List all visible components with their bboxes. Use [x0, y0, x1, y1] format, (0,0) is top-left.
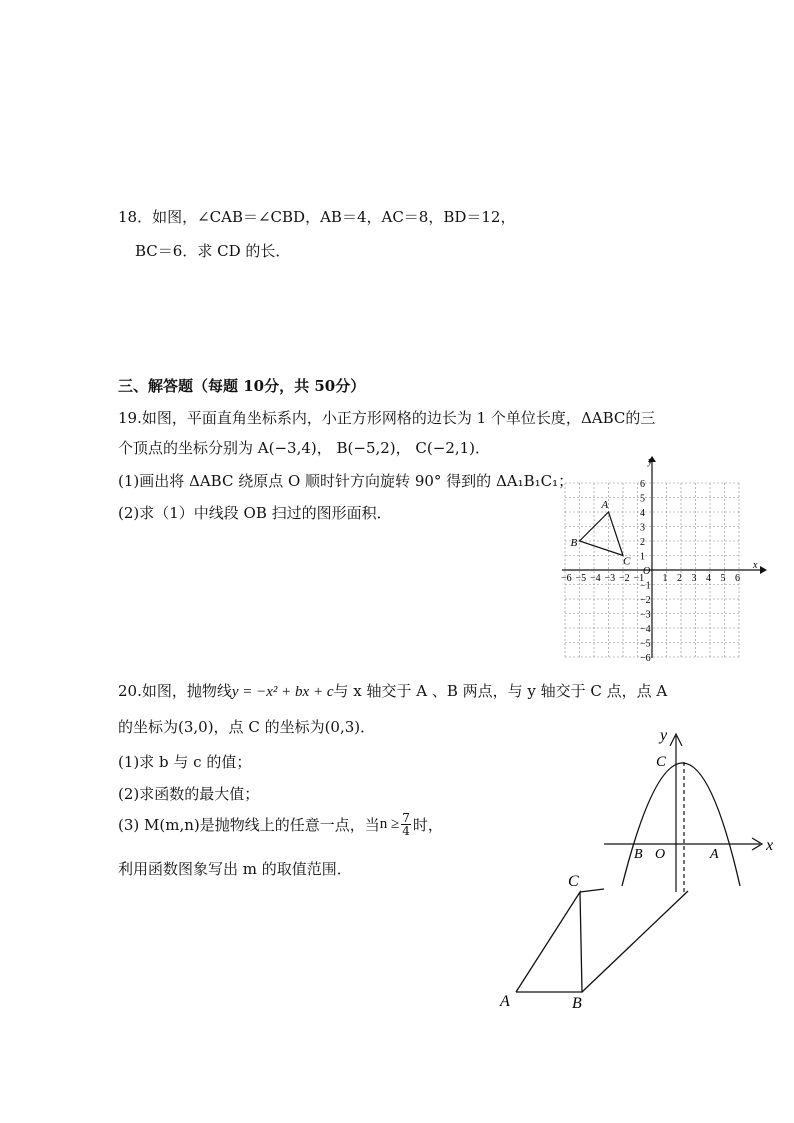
- x-tick-label: −1: [633, 573, 645, 584]
- q20-equation: y = −x² + bx + c: [231, 684, 334, 700]
- y-tick-label: −1: [640, 580, 651, 592]
- x-tick-label: −5: [575, 573, 587, 584]
- q19-line4: (2)求（1）中线段 OB 扫过的图形面积．: [118, 504, 392, 522]
- q20-line1-a: 20.如图，抛物线: [118, 682, 232, 700]
- y-axis-label: y: [648, 456, 653, 467]
- section-heading: 三、解答题（每题 10分，共 50分）: [118, 377, 366, 395]
- y-tick-label: −2: [640, 595, 651, 606]
- y-tick-label: 4: [640, 508, 645, 519]
- q20-line3: (1)求 b 与 c 的值；: [118, 753, 252, 771]
- x-tick-label: 2: [677, 573, 682, 584]
- y-tick-label: 6: [640, 479, 645, 490]
- vertex-label-c: C: [623, 555, 631, 568]
- q18-line1: 18．如图，∠CAB＝∠CBD，AB＝4，AC＝8，BD＝12，: [118, 208, 516, 226]
- point-a-label: A: [710, 847, 719, 862]
- q20-line1: [118, 680, 667, 701]
- triangle-abc: [571, 499, 632, 568]
- q20-line5-a: (3) M(m,n)是抛物线上的任意一点，当: [118, 816, 380, 834]
- y-tick-label: −3: [640, 609, 651, 621]
- q20-inequality: n ≥: [379, 816, 400, 832]
- q20-line5: [118, 812, 443, 837]
- x-tick-label: 4: [706, 573, 711, 584]
- origin-label: O: [655, 847, 666, 862]
- q18-line2: BC＝6．求 CD 的长．: [135, 242, 291, 260]
- point-c-label: C: [568, 873, 579, 890]
- vertex-label-b: B: [570, 537, 578, 549]
- x-tick-label: −4: [590, 573, 601, 584]
- x-axis-label: x: [753, 560, 758, 571]
- y-tick-label: −4: [640, 624, 651, 635]
- x-tick-label: 5: [720, 573, 726, 584]
- q19-line1: 19.如图，平面直角坐标系内，小正方形网格的边长为 1 个单位长度，ΔABC的三: [118, 409, 656, 427]
- point-a-label: A: [500, 993, 510, 1010]
- axes: [562, 456, 767, 658]
- q20-line2: 的坐标为(3,0)，点 C 的坐标为(0,3)．: [118, 718, 376, 736]
- x-tick-label: 1: [662, 573, 668, 584]
- fraction-denominator: 4: [402, 824, 410, 838]
- q20-line1-b: 与 x 轴交于 A 、B 两点，与 y 轴交于 C 点，点 A: [333, 682, 668, 700]
- q20-line5-b: 时，: [412, 816, 443, 834]
- point-b-label: B: [634, 847, 643, 862]
- y-tick-label: 3: [640, 522, 645, 534]
- y-tick-label: 5: [640, 493, 645, 505]
- x-tick-label: −6: [561, 573, 572, 584]
- q20-line6: 利用函数图象写出 m 的取值范围．: [118, 860, 352, 878]
- point-c-label: C: [656, 754, 667, 770]
- vertex-label-a: A: [601, 499, 609, 511]
- y-axis-label: y: [660, 727, 668, 744]
- point-b-label: B: [572, 995, 582, 1012]
- x-axis-label: x: [766, 837, 774, 854]
- q20-fraction: [401, 812, 411, 837]
- q18-triangle-figure: [498, 868, 694, 1012]
- x-tick-label: −2: [619, 573, 630, 584]
- y-tick-label: −5: [640, 638, 651, 650]
- y-tick-label: 2: [640, 537, 645, 548]
- x-tick-label: 3: [691, 573, 697, 584]
- y-tick-label: 1: [640, 551, 645, 563]
- q19-line3: (1)画出将 ΔABC 绕原点 O 顺时针方向旋转 90° 得到的 ΔA₁B₁C₁；: [118, 472, 574, 490]
- origin-label: O: [643, 566, 651, 577]
- q19-line2: 个顶点的坐标分别为 A(−3,4)， B(−5,2)， C(−2,1)．: [118, 439, 491, 457]
- fraction-numerator: 7: [402, 811, 410, 825]
- y-tick-label: −6: [640, 653, 651, 662]
- q19-grid-figure: [560, 456, 770, 662]
- triangle-outline: [580, 512, 624, 556]
- x-tick-label: −3: [604, 573, 616, 584]
- q20-line4: (2)求函数的最大值；: [118, 785, 260, 803]
- x-tick-label: 6: [735, 573, 740, 584]
